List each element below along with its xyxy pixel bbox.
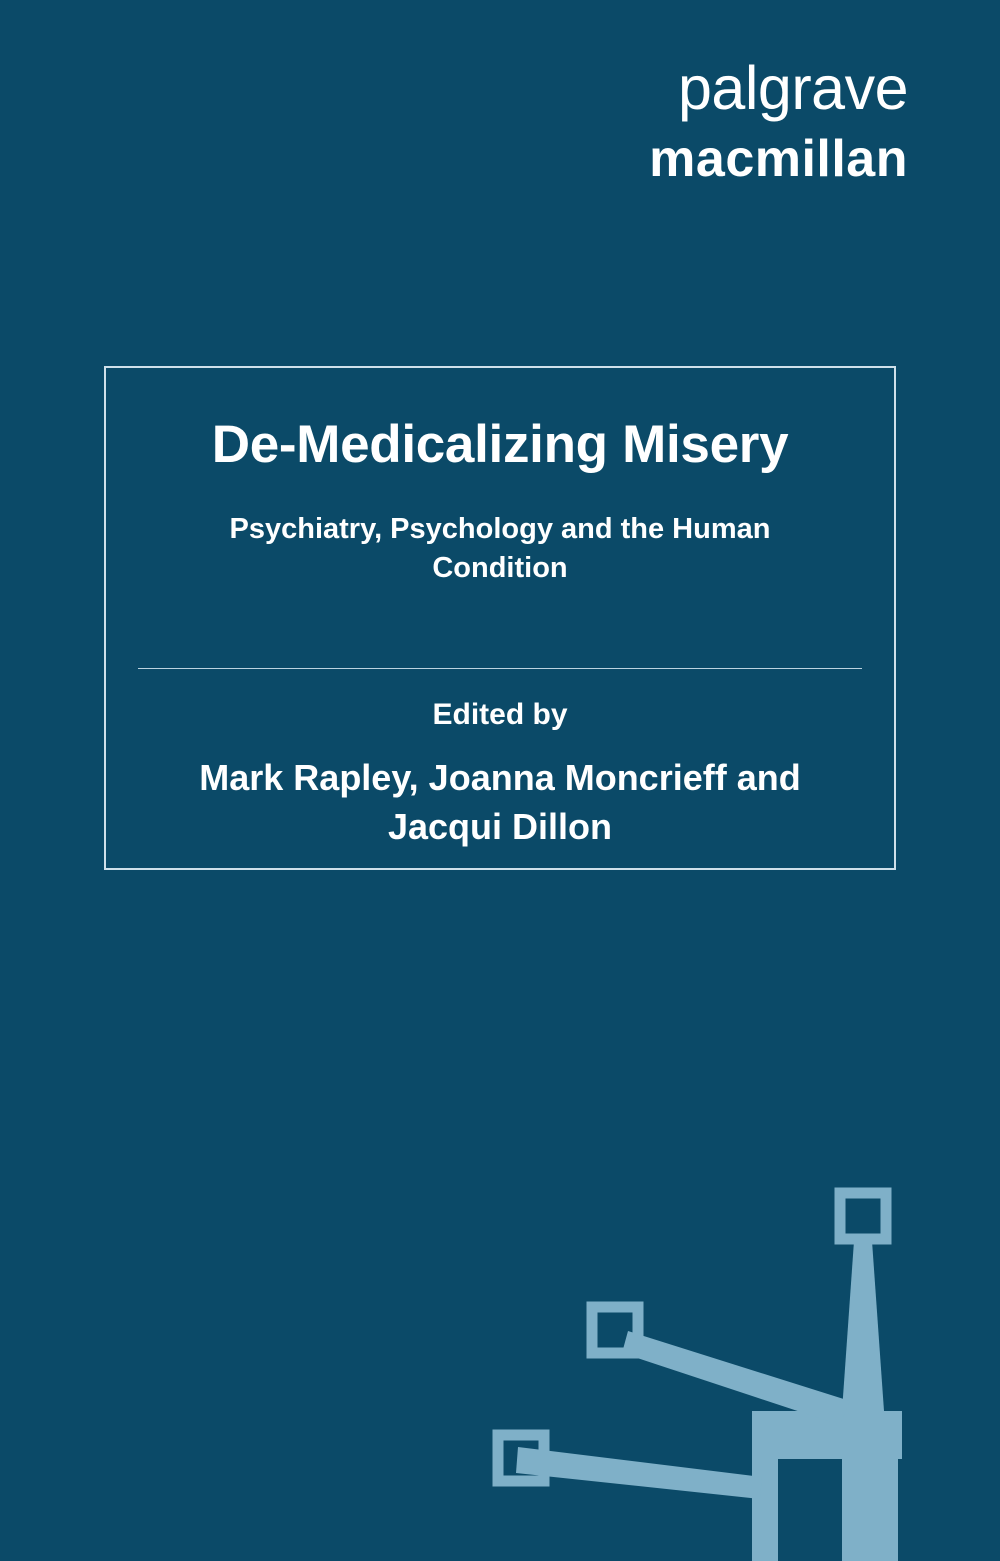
title-block (106, 416, 894, 589)
divider (138, 668, 862, 669)
book-subtitle: Psychiatry, Psychology and the Human Condition (229, 513, 771, 585)
credits-block (106, 698, 894, 851)
publisher-name-palgrave: palgrave (678, 54, 908, 122)
publisher-logo (649, 54, 908, 188)
editors-names: Mark Rapley, Joanna Moncrieff and Jacqui Dillon (199, 757, 801, 847)
title-frame (104, 366, 896, 870)
publisher-name-macmillan: macmillan (649, 130, 908, 188)
edited-by-label: Edited by (432, 698, 568, 731)
decorative-network-graphic (480, 1081, 1000, 1561)
page-title: De-Medicalizing Misery (211, 415, 789, 474)
